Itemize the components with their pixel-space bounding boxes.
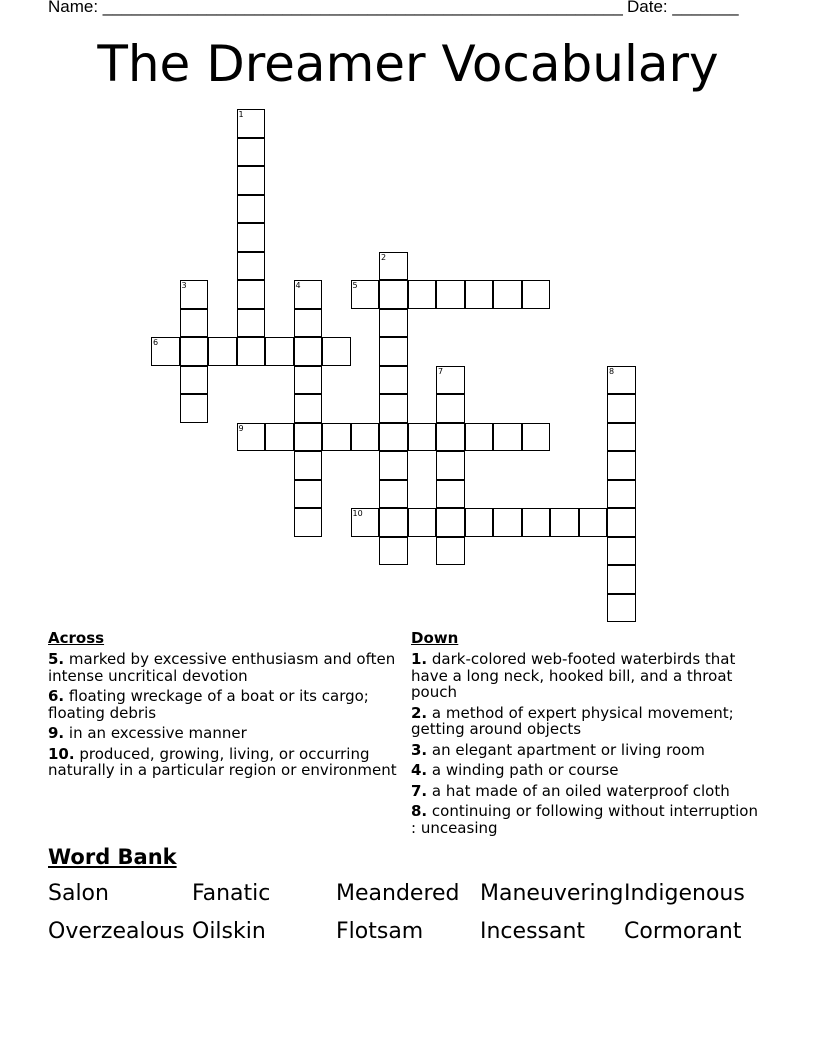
clue-number: 8. (411, 802, 428, 820)
name-field-label: Name: _______________________________________________________ (48, 0, 623, 16)
clue-number: 10. (48, 744, 75, 763)
crossword-cell[interactable] (436, 480, 465, 509)
crossword-cell[interactable] (237, 109, 266, 138)
crossword-cell[interactable] (493, 280, 522, 309)
crossword-cell[interactable] (322, 337, 351, 366)
down-clue (411, 742, 761, 759)
crossword-cell[interactable] (408, 423, 437, 452)
clue-number: 7. (411, 781, 428, 800)
crossword-cell[interactable] (379, 508, 408, 537)
crossword-cell[interactable] (379, 394, 408, 423)
crossword-cell[interactable] (379, 537, 408, 566)
crossword-cell[interactable] (294, 394, 323, 423)
crossword-cell[interactable] (522, 423, 551, 452)
word-bank-item: Fanatic (192, 881, 271, 906)
crossword-cell[interactable] (522, 280, 551, 309)
clue-number: 2. (411, 703, 428, 722)
crossword-cell[interactable] (237, 423, 266, 452)
crossword-cell[interactable] (351, 423, 380, 452)
down-clue (411, 783, 761, 800)
clue-number-label: 8 (609, 366, 615, 376)
crossword-cell[interactable] (151, 337, 180, 366)
crossword-cell[interactable] (265, 423, 294, 452)
crossword-cell[interactable] (379, 280, 408, 309)
down-clue (411, 803, 761, 836)
crossword-cell[interactable] (408, 508, 437, 537)
clue-text: floating wreckage of a boat or its cargo; floating debris (48, 687, 369, 722)
crossword-cell[interactable] (180, 337, 209, 366)
clue-text: an elegant apartment or living room (427, 740, 705, 759)
word-bank-item: Incessant (480, 919, 586, 944)
word-bank-item: Flotsam (336, 919, 424, 944)
crossword-cell[interactable] (237, 337, 266, 366)
across-clue (48, 688, 403, 721)
crossword-cell[interactable] (607, 508, 636, 537)
clue-text: continuing or following without interruption : unceasing (411, 802, 758, 837)
crossword-cell[interactable] (607, 537, 636, 566)
crossword-cell[interactable] (465, 280, 494, 309)
crossword-cell[interactable] (607, 594, 636, 623)
across-clue (48, 651, 403, 684)
clue-text: a hat made of an oiled waterproof cloth (427, 781, 730, 800)
clue-text: dark-colored web-footed waterbirds that have a long neck, hooked bill, and a throat pouch (411, 650, 736, 701)
across-clue (48, 725, 403, 742)
crossword-cell[interactable] (379, 366, 408, 395)
crossword-cell[interactable] (294, 423, 323, 452)
down-clue (411, 651, 761, 701)
crossword-cell[interactable] (180, 394, 209, 423)
word-bank-item: Maneuvering (480, 881, 624, 906)
crossword-cell[interactable] (607, 366, 636, 395)
clue-number: 5. (48, 650, 65, 668)
crossword-cell[interactable] (436, 394, 465, 423)
clue-number-label: 1 (238, 110, 244, 119)
crossword-cell[interactable] (237, 309, 266, 338)
down-clue (411, 705, 761, 738)
crossword-cell[interactable] (265, 337, 294, 366)
word-bank-item: Cormorant (624, 919, 742, 944)
crossword-cell[interactable] (465, 508, 494, 537)
crossword-cell[interactable] (465, 423, 494, 452)
crossword-cell[interactable] (180, 280, 209, 309)
crossword-cell[interactable] (180, 366, 209, 395)
clue-number: 3. (411, 740, 428, 759)
crossword-cell[interactable] (294, 280, 323, 309)
across-clue (48, 746, 403, 779)
clue-number: 4. (411, 761, 428, 779)
clue-text: a method of expert physical movement; getting around objects (411, 703, 734, 738)
down-heading: Down (411, 629, 459, 647)
word-bank-heading: Word Bank (48, 845, 177, 869)
down-clue-list (411, 651, 761, 840)
crossword-cell[interactable] (237, 138, 266, 167)
crossword-cell[interactable] (379, 423, 408, 452)
crossword-cell[interactable] (237, 223, 266, 252)
date-field-label: Date: _______ (627, 0, 739, 16)
clue-number-label: 3 (181, 281, 187, 290)
clue-number-label: 4 (295, 281, 301, 290)
crossword-cell[interactable] (237, 195, 266, 224)
clue-number-label: 7 (438, 366, 444, 376)
crossword-cell[interactable] (351, 508, 380, 537)
crossword-cell[interactable] (294, 309, 323, 338)
crossword-cell[interactable] (436, 366, 465, 395)
across-heading: Across (48, 629, 105, 647)
crossword-cell[interactable] (379, 309, 408, 338)
clue-text: a winding path or course (427, 761, 619, 779)
crossword-cell[interactable] (522, 508, 551, 537)
crossword-cell[interactable] (607, 423, 636, 452)
crossword-cell[interactable] (294, 508, 323, 537)
crossword-cell[interactable] (436, 537, 465, 566)
word-bank-item: Indigenous (624, 881, 745, 906)
crossword-cell[interactable] (493, 508, 522, 537)
crossword-cell[interactable] (322, 423, 351, 452)
crossword-cell[interactable] (379, 252, 408, 281)
crossword-cell[interactable] (294, 451, 323, 480)
word-bank-item: Meandered (336, 881, 460, 906)
clue-number-label: 5 (352, 281, 358, 290)
crossword-cell[interactable] (294, 480, 323, 509)
word-bank-item: Overzealous (48, 919, 185, 944)
clue-number-label: 9 (238, 423, 244, 433)
crossword-cell[interactable] (294, 337, 323, 366)
crossword-cell[interactable] (607, 451, 636, 480)
down-clue (411, 762, 761, 779)
crossword-cell[interactable] (237, 252, 266, 281)
crossword-cell[interactable] (607, 565, 636, 594)
crossword-cell[interactable] (493, 423, 522, 452)
crossword-cell[interactable] (550, 508, 579, 537)
crossword-cell[interactable] (436, 508, 465, 537)
crossword-cell[interactable] (436, 451, 465, 480)
word-bank-item: Salon (48, 881, 109, 906)
crossword-cell[interactable] (180, 309, 209, 338)
crossword-cell[interactable] (607, 394, 636, 423)
clue-text: marked by excessive enthusiasm and often intense uncritical devotion (48, 650, 396, 685)
crossword-cell[interactable] (237, 280, 266, 309)
clue-text: in an excessive manner (64, 724, 247, 742)
clue-number-label: 6 (153, 338, 159, 347)
clue-number: 9. (48, 724, 65, 742)
clue-number-label: 2 (381, 252, 387, 262)
crossword-cell[interactable] (351, 280, 380, 309)
crossword-cell[interactable] (408, 280, 437, 309)
crossword-cell[interactable] (379, 451, 408, 480)
across-clue-list (48, 651, 403, 783)
clue-number: 1. (411, 650, 428, 668)
crossword-cell[interactable] (294, 366, 323, 395)
clue-text: produced, growing, living, or occurring naturally in a particular region or environment (48, 744, 397, 779)
clue-number: 6. (48, 687, 65, 705)
page-title: The Dreamer Vocabulary (97, 35, 719, 93)
word-bank-item: Oilskin (192, 919, 266, 944)
crossword-cell[interactable] (379, 337, 408, 366)
crossword-cell[interactable] (436, 280, 465, 309)
crossword-cell[interactable] (607, 480, 636, 509)
clue-number-label: 10 (352, 509, 363, 518)
crossword-cell[interactable] (436, 423, 465, 452)
crossword-cell[interactable] (379, 480, 408, 509)
crossword-cell[interactable] (579, 508, 608, 537)
crossword-cell[interactable] (208, 337, 237, 366)
crossword-cell[interactable] (237, 166, 266, 195)
